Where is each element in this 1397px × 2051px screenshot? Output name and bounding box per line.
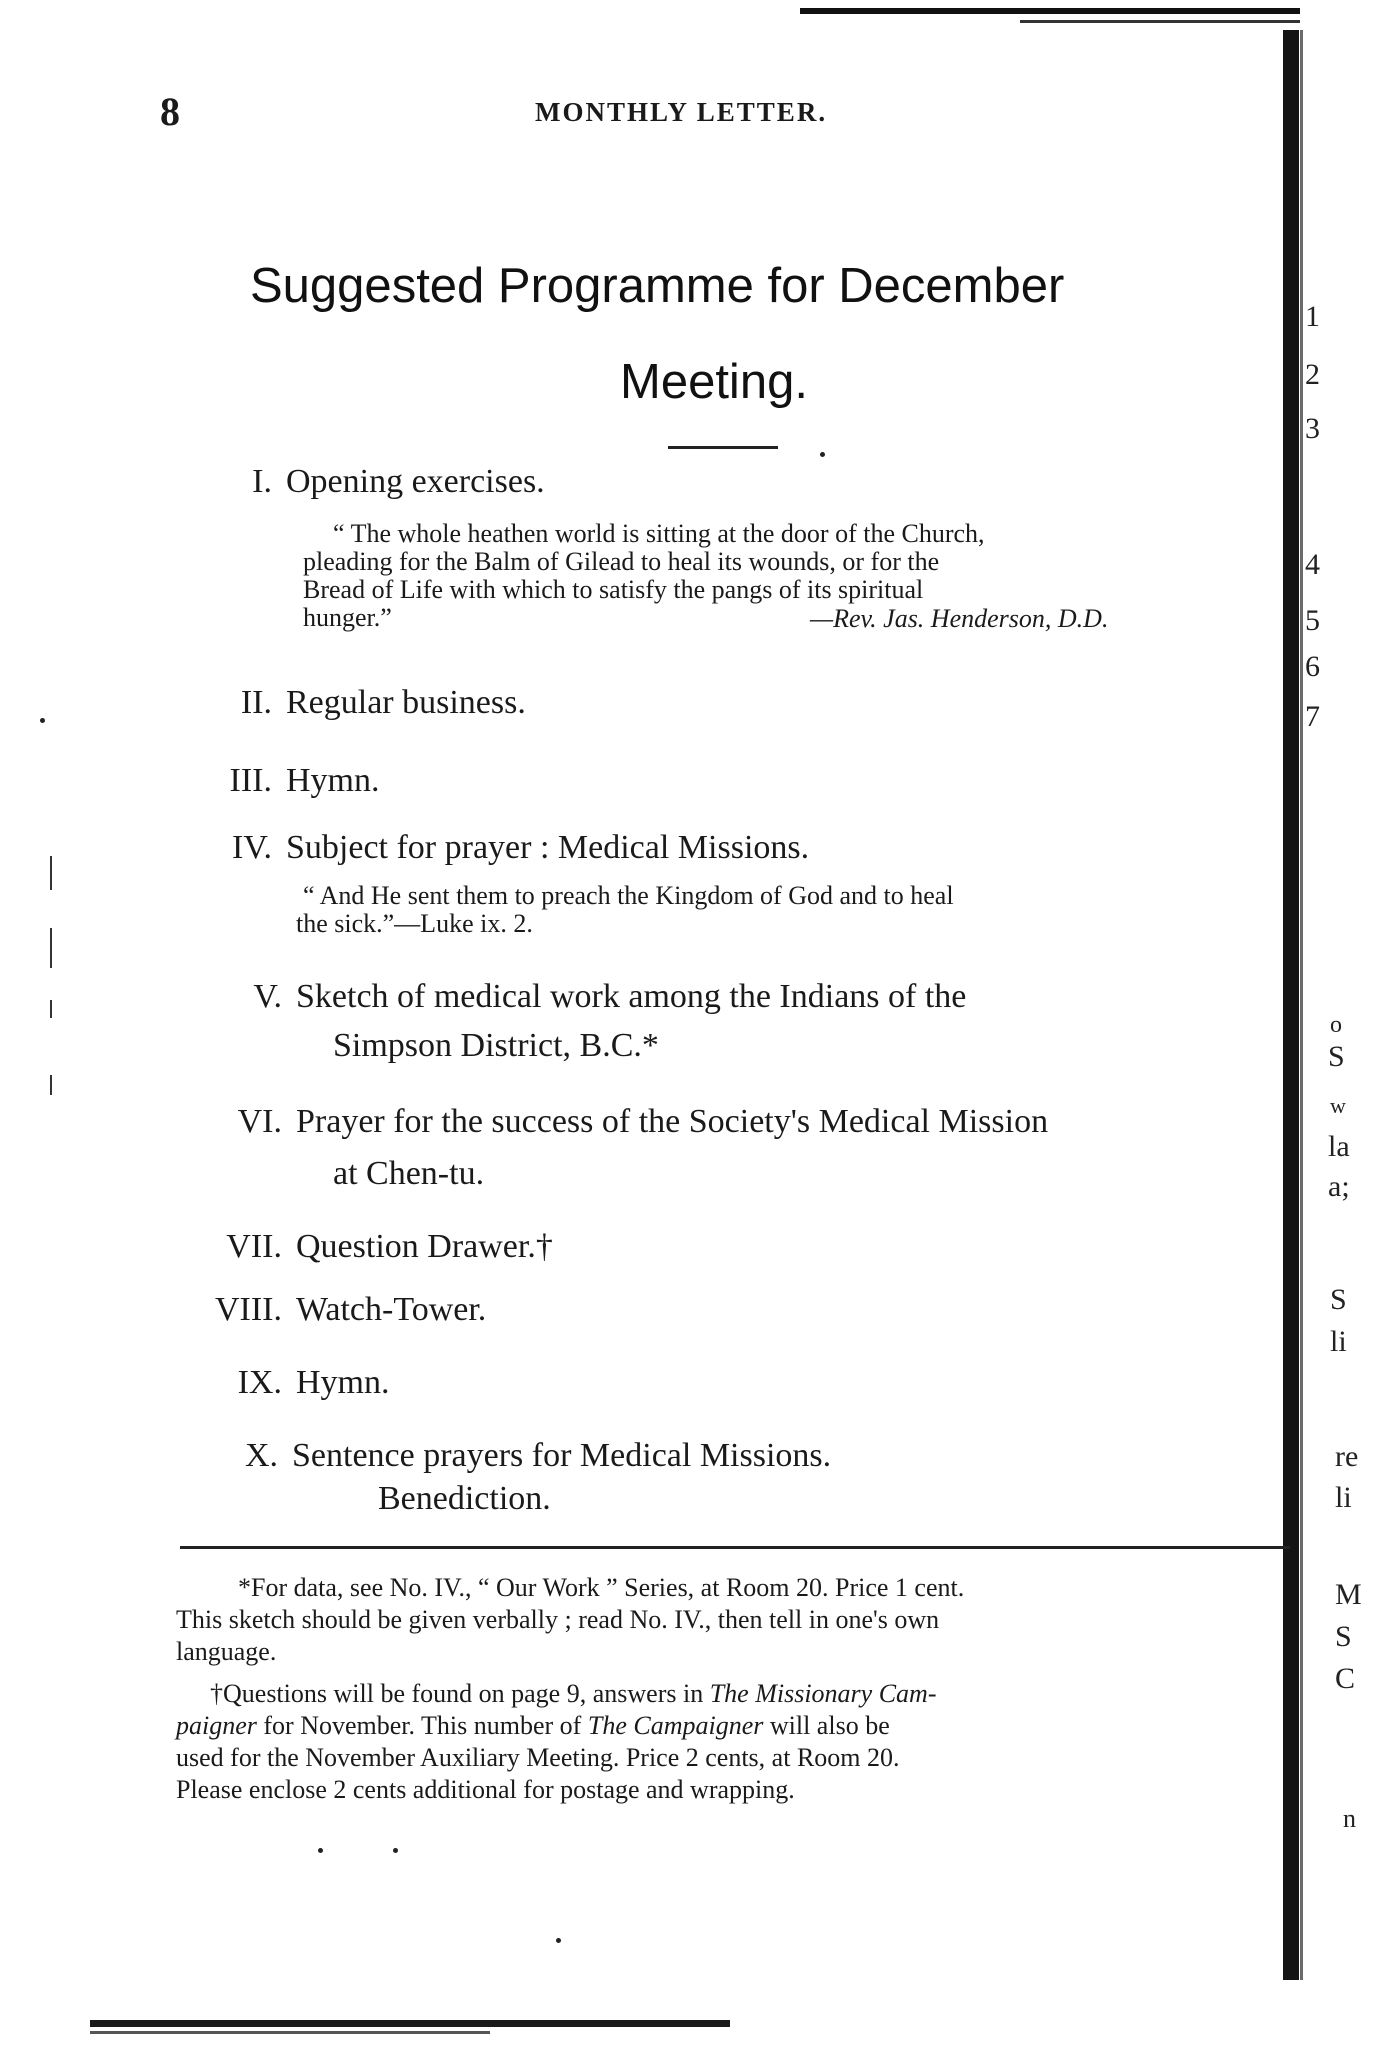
programme-item-6-cont: at Chen-tu. bbox=[333, 1155, 485, 1192]
item-number: VI. bbox=[237, 1103, 282, 1140]
programme-item-10 bbox=[244, 1437, 832, 1475]
margin-fragment: C bbox=[1335, 1662, 1356, 1695]
margin-fragment: 1 bbox=[1305, 300, 1320, 333]
margin-fragment: re bbox=[1335, 1440, 1359, 1473]
programme-item-8 bbox=[214, 1291, 487, 1329]
item-number: IX. bbox=[237, 1364, 282, 1401]
margin-fragment: 4 bbox=[1305, 548, 1320, 581]
programme-item-6 bbox=[237, 1103, 1049, 1141]
item-number: III. bbox=[229, 762, 272, 799]
ink-speck bbox=[40, 718, 45, 723]
margin-fragment: 7 bbox=[1305, 700, 1320, 733]
margin-fragment: S bbox=[1330, 1283, 1347, 1316]
item-number: I. bbox=[252, 463, 272, 500]
margin-fragment: o bbox=[1330, 1012, 1342, 1038]
bottom-border-rule bbox=[90, 2020, 730, 2027]
item-number: VII. bbox=[226, 1228, 282, 1265]
title-line-2: Meeting. bbox=[620, 355, 808, 409]
quote-author: —Rev. Jas. Henderson, D.D. bbox=[810, 604, 1109, 633]
margin-fragment: li bbox=[1335, 1481, 1352, 1514]
footnote-italic: paigner bbox=[176, 1711, 257, 1740]
programme-item-5-cont: Simpson District, B.C.* bbox=[333, 1027, 659, 1064]
item-number: X. bbox=[244, 1437, 278, 1474]
title-line-1: Suggested Programme for December bbox=[250, 259, 1065, 313]
item-number: V. bbox=[253, 978, 282, 1015]
item-text: Watch-Tower. bbox=[296, 1291, 487, 1328]
quote-line: “ The whole heathen world is sitting at the door of the Church, bbox=[333, 519, 985, 548]
ink-speck bbox=[393, 1848, 398, 1853]
margin-fragment: 5 bbox=[1305, 604, 1320, 637]
item-text: Opening exercises. bbox=[286, 463, 545, 500]
item-number: VIII. bbox=[214, 1291, 282, 1328]
footnote-text: will also be bbox=[763, 1711, 890, 1740]
programme-item-1 bbox=[252, 463, 545, 501]
quote-line: hunger.” bbox=[303, 603, 392, 632]
top-border-rule-thin bbox=[1020, 20, 1300, 23]
footnote-line: used for the November Auxiliary Meeting. Price 2 cents, at Room 20. bbox=[176, 1743, 900, 1772]
footnote-line bbox=[176, 1711, 890, 1740]
footnote-line bbox=[210, 1679, 936, 1708]
item-number: IV. bbox=[232, 829, 272, 866]
item-text: Question Drawer.† bbox=[296, 1228, 553, 1265]
footnote-line: This sketch should be given verbally ; read No. IV., then tell in one's own bbox=[176, 1605, 940, 1634]
programme-item-10-cont: Benediction. bbox=[378, 1480, 551, 1517]
quote-line: pleading for the Balm of Gilead to heal its wounds, or for the bbox=[303, 547, 940, 576]
footnote-line: language. bbox=[176, 1637, 277, 1666]
item-text: Regular business. bbox=[286, 684, 526, 721]
programme-item-3 bbox=[229, 762, 380, 800]
ink-mark bbox=[50, 1075, 52, 1095]
title-divider bbox=[668, 446, 778, 449]
margin-fragment: 3 bbox=[1305, 412, 1320, 445]
bottom-border-rule-thin bbox=[90, 2031, 490, 2034]
ink-speck bbox=[318, 1848, 323, 1853]
margin-fragment: S bbox=[1335, 1620, 1352, 1653]
ink-speck bbox=[556, 1938, 561, 1943]
programme-item-5 bbox=[253, 978, 967, 1016]
ink-mark bbox=[50, 856, 52, 890]
margin-fragment: la bbox=[1328, 1130, 1350, 1163]
quote-line: “ And He sent them to preach the Kingdom of God and to heal bbox=[303, 881, 954, 910]
footnote-divider bbox=[180, 1546, 1290, 1549]
margin-fragment: a; bbox=[1328, 1170, 1350, 1203]
running-title: MONTHLY LETTER. bbox=[535, 97, 828, 127]
top-border-rule bbox=[800, 8, 1300, 14]
margin-fragment: 2 bbox=[1305, 358, 1320, 391]
item-text: Prayer for the success of the Society's Medical Mission bbox=[296, 1103, 1049, 1140]
programme-item-4 bbox=[232, 829, 810, 867]
item-text: Sentence prayers for Medical Missions. bbox=[292, 1437, 832, 1474]
margin-fragment: S bbox=[1328, 1040, 1345, 1073]
margin-fragment: w bbox=[1330, 1093, 1346, 1118]
page-number: 8 bbox=[160, 89, 180, 134]
item-number: II. bbox=[240, 684, 272, 721]
margin-fragment: M bbox=[1335, 1578, 1362, 1611]
margin-fragment: 6 bbox=[1305, 650, 1320, 683]
ink-mark bbox=[50, 928, 52, 968]
item-text: Subject for prayer : Medical Missions. bbox=[286, 829, 810, 866]
item-text: Hymn. bbox=[296, 1364, 390, 1401]
item-text: Hymn. bbox=[286, 762, 380, 799]
footnote-italic: The Missionary Cam- bbox=[709, 1679, 937, 1708]
programme-item-7 bbox=[226, 1228, 553, 1266]
footnote-line: Please enclose 2 cents additional for postage and wrapping. bbox=[176, 1775, 795, 1804]
binding-edge-shadow bbox=[1300, 30, 1303, 1980]
footnote-text: †Questions will be found on page 9, answers in bbox=[210, 1679, 710, 1708]
footnote-italic: The Campaigner bbox=[587, 1711, 764, 1740]
quote-line: Bread of Life with which to satisfy the pangs of its spiritual bbox=[303, 575, 924, 604]
programme-item-9 bbox=[237, 1364, 390, 1402]
ink-speck bbox=[820, 452, 825, 457]
item-text: Sketch of medical work among the Indians of the bbox=[296, 978, 967, 1015]
binding-edge bbox=[1283, 30, 1299, 1980]
quote-line: the sick.”—Luke ix. 2. bbox=[296, 909, 533, 938]
ink-mark bbox=[50, 1000, 52, 1018]
margin-fragment: n bbox=[1343, 1804, 1356, 1833]
programme-item-2 bbox=[240, 684, 526, 722]
margin-fragment: li bbox=[1330, 1325, 1347, 1358]
footnote-text: for November. This number of bbox=[256, 1711, 588, 1740]
footnote-line: *For data, see No. IV., “ Our Work ” Series, at Room 20. Price 1 cent. bbox=[238, 1573, 965, 1602]
